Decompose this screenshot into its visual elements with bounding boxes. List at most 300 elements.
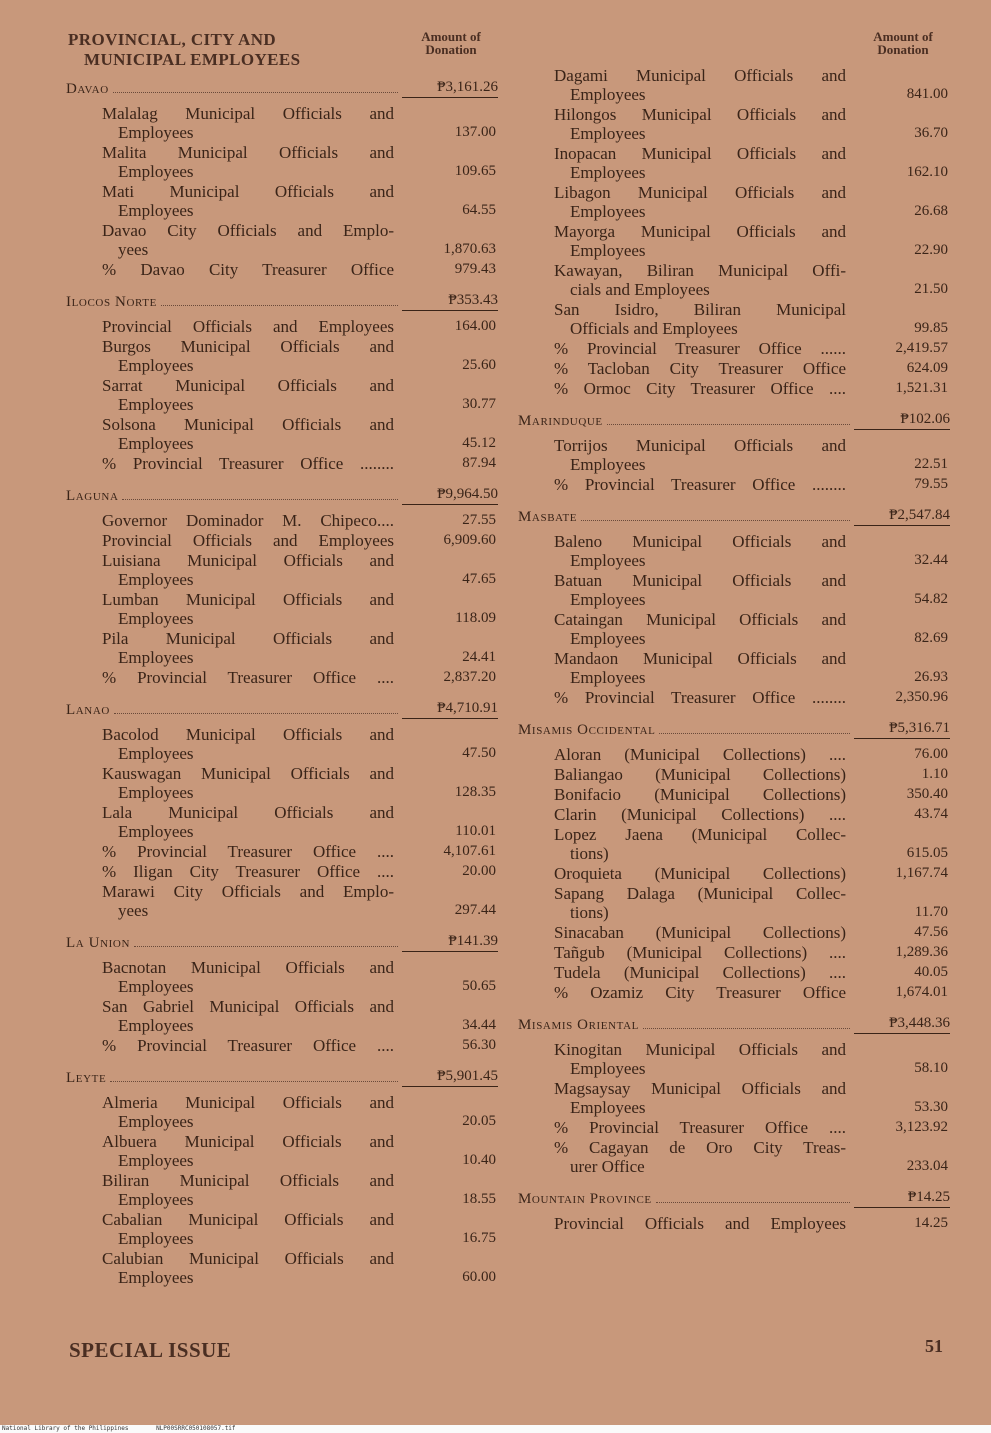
province-name: La Union [66,935,130,951]
entry-amount: 79.55 [914,476,948,492]
donation-entry [66,1210,498,1248]
entry-amount: 1,167.74 [895,865,948,881]
province-section [518,1012,950,1176]
entry-label [554,1079,846,1117]
entry-label-line1: Provincial Officials and Employees [554,1214,846,1233]
entry-label-line2: Employees [118,648,194,667]
donation-entry [66,725,498,763]
entry-amount: 6,909.60 [443,532,496,548]
entry-label-line2: Employees [118,822,194,841]
entry-amount: 1,521.31 [895,380,948,396]
entry-label-line1: San Gabriel Municipal Officials and [102,997,394,1016]
entry-label [554,475,846,494]
entry-amount: 26.93 [914,669,948,685]
donation-entry [66,337,498,375]
dot-leader [607,424,850,425]
entry-amount: 16.75 [462,1230,496,1246]
entry-label-line1: Aloran (Municipal Collections) .... [554,745,846,764]
donation-entry [518,261,950,299]
donation-entry [66,1132,498,1170]
entry-label-line1: % Provincial Treasurer Office .... [102,1036,394,1055]
entry-amount: 76.00 [914,746,948,762]
donation-entry [518,963,950,982]
donation-entry [518,436,950,474]
donation-entry [518,864,950,883]
left-sections [66,76,498,1287]
entry-label [554,261,846,299]
entry-label-line2: Employees [570,455,646,474]
entry-label [554,805,846,824]
entry-label [102,551,394,589]
entry-amount: 1.10 [921,766,948,782]
entry-label-line1: Davao City Officials and Emplo- [102,221,394,240]
entry-label-line2: Employees [570,1098,646,1117]
scan-strip [0,1425,991,1433]
entry-label-line1: % Ormoc City Treasurer Office .... [554,379,846,398]
entry-label-line2: Employees [570,163,646,182]
dot-leader [659,733,850,734]
donation-entry [66,260,498,279]
entry-amount: 615.05 [906,845,948,861]
entry-label-line1: Lala Municipal Officials and [102,803,394,822]
donation-entry [518,785,950,804]
entry-label-line1: Baleno Municipal Officials and [554,532,846,551]
entry-label-line2: tions) [570,844,609,863]
province-header [518,1186,950,1208]
donation-entry [66,997,498,1035]
entry-label-line1: Tañgub (Municipal Collections) .... [554,943,846,962]
entry-label-line2: cials and Employees [570,280,710,299]
dot-leader [643,1028,850,1029]
entry-label [554,943,846,962]
entry-label [554,884,846,922]
entry-label-line1: Dagami Municipal Officials and [554,66,846,85]
province-total: ₱3,161.26 [402,79,498,98]
donation-entry [66,1036,498,1055]
province-section [66,483,498,687]
donation-entry [518,300,950,338]
province-name: Mountain Province [518,1191,652,1207]
donation-entry [518,339,950,358]
province-section [66,76,498,279]
entry-label-line1: Calubian Municipal Officials and [102,1249,394,1268]
entry-label [102,764,394,802]
entry-label-line2: Employees [118,1229,194,1248]
donation-entry [66,668,498,687]
entry-label-line1: Cabalian Municipal Officials and [102,1210,394,1229]
donation-entry [518,1138,950,1176]
donation-entry [518,475,950,494]
entry-label-line1: Mandaon Municipal Officials and [554,649,846,668]
entry-label [554,66,846,104]
entry-label-line1: % Iligan City Treasurer Office .... [102,862,394,881]
right-column-header [518,28,950,66]
province-header [66,483,498,505]
entry-label-line1: Biliran Municipal Officials and [102,1171,394,1190]
entry-label [102,997,394,1035]
entry-label-line1: Mati Municipal Officials and [102,182,394,201]
entry-label [102,1093,394,1131]
left-column [66,28,498,1288]
donation-entry [518,688,950,707]
entry-amount: 110.01 [455,823,496,839]
province-total: ₱5,901.45 [402,1068,498,1087]
province-header [518,408,950,430]
province-total: ₱5,316.71 [854,720,950,739]
entry-label-line2: Employees [570,629,646,648]
entry-label-line2: Employees [118,356,194,375]
entry-label [102,454,394,473]
entry-amount: 22.51 [914,456,948,472]
entry-label-line1: Burgos Municipal Officials and [102,337,394,356]
entry-amount: 20.00 [462,863,496,879]
page-title [68,30,368,70]
province-header [66,697,498,719]
entry-label [554,571,846,609]
entry-label-line1: Baliangao (Municipal Collections) [554,765,846,784]
entry-label-line2: Employees [118,609,194,628]
province-section [518,717,950,1002]
entry-label [554,1118,846,1137]
donation-entry [66,317,498,336]
entry-label [102,1171,394,1209]
entry-label [554,923,846,942]
entry-label-line1: San Isidro, Biliran Municipal [554,300,846,319]
entry-label-line1: Kauswagan Municipal Officials and [102,764,394,783]
province-name: Ilocos Norte [66,294,157,310]
entry-label-line1: Bacnotan Municipal Officials and [102,958,394,977]
entry-label [102,376,394,414]
entry-amount: 30.77 [462,396,496,412]
donation-entry [518,144,950,182]
donation-entry [66,511,498,530]
entry-label-line1: % Provincial Treasurer Office ...... [554,339,846,358]
entry-label-line1: Tudela (Municipal Collections) .... [554,963,846,982]
entry-label-line2: tions) [570,903,609,922]
province-section [66,930,498,1055]
donation-entry [518,222,950,260]
entry-label-line1: Lopez Jaena (Municipal Collec- [554,825,846,844]
donation-entry [518,1079,950,1117]
donation-entry [66,376,498,414]
province-total: ₱9,964.50 [402,486,498,505]
entry-label-line2: Employees [570,124,646,143]
entry-label-line2: Employees [118,1112,194,1131]
entry-amount: 20.05 [462,1113,496,1129]
entry-label-line2: Employees [570,241,646,260]
scan-library: National Library of the Philippines [2,1425,129,1432]
province-name: Misamis Oriental [518,1017,639,1033]
entry-label-line1: Almeria Municipal Officials and [102,1093,394,1112]
entry-label-line2: Employees [570,590,646,609]
province-header [66,1065,498,1087]
entry-label-line1: Sapang Dalaga (Municipal Collec- [554,884,846,903]
right-sections [518,408,950,1233]
entry-label [102,260,394,279]
entry-label-line1: Provincial Officials and Employees [102,317,394,336]
donation-entry [66,590,498,628]
entry-label-line1: Cataingan Municipal Officials and [554,610,846,629]
entry-amount: 24.41 [462,649,496,665]
province-total: ₱2,547.84 [854,507,950,526]
donation-entry [66,1249,498,1287]
entry-label-line2: Employees [570,551,646,570]
entry-label-line1: Bacolod Municipal Officials and [102,725,394,744]
entry-label [554,222,846,260]
entry-label-line1: Lumban Municipal Officials and [102,590,394,609]
entry-label-line2: Employees [118,123,194,142]
entry-label-line2: Employees [570,668,646,687]
entry-label [102,629,394,667]
province-header [518,717,950,739]
entry-amount: 26.68 [914,203,948,219]
donation-entry [66,551,498,589]
province-section [518,504,950,707]
entry-label-line1: Batuan Municipal Officials and [554,571,846,590]
entry-amount: 53.30 [914,1099,948,1115]
entry-label [102,803,394,841]
entry-label-line2: Employees [118,783,194,802]
entry-amount: 47.50 [462,745,496,761]
entry-label-line1: Libagon Municipal Officials and [554,183,846,202]
entry-amount: 64.55 [462,202,496,218]
entry-label-line1: % Provincial Treasurer Office ........ [554,688,846,707]
entry-label-line1: Sarrat Municipal Officials and [102,376,394,395]
entry-label [554,1138,846,1176]
entry-label-line2: Employees [570,1059,646,1078]
entry-label [554,532,846,570]
entry-amount: 4,107.61 [443,843,496,859]
entry-amount: 164.00 [454,318,496,334]
province-section [66,697,498,920]
province-name: Marinduque [518,413,603,429]
entry-label-line1: % Provincial Treasurer Office .... [102,842,394,861]
entry-amount: 2,350.96 [895,689,948,705]
entry-label-line2: Employees [118,395,194,414]
page-number: 51 [925,1336,943,1356]
entry-label [102,221,394,259]
province-name: Davao [66,81,109,97]
entry-label [554,379,846,398]
donation-entry [518,379,950,398]
entry-amount: 128.35 [454,784,496,800]
entry-label-line1: Kinogitan Municipal Officials and [554,1040,846,1059]
entry-amount: 297.44 [454,902,496,918]
entry-amount: 14.25 [914,1215,948,1231]
entry-label [102,511,394,530]
province-name: Masbate [518,509,578,525]
entry-amount: 45.12 [462,435,496,451]
entry-label [102,531,394,550]
amount-header-right: Amount of Donation [873,29,933,57]
entry-label-line2: Employees [118,1151,194,1170]
entry-amount: 50.65 [462,978,496,994]
entry-label-line1: Hilongos Municipal Officials and [554,105,846,124]
entry-label-line2: Employees [118,201,194,220]
province-entries [66,958,498,1055]
donation-entry [66,882,498,920]
entry-label [554,183,846,221]
donation-entry [518,765,950,784]
entry-label [102,415,394,453]
entry-label [102,1249,394,1287]
left-column-header [66,28,498,76]
entry-amount: 3,123.92 [895,1119,948,1135]
entry-label-line2: yees [118,901,149,920]
dot-leader [581,520,850,521]
dot-leader [110,1081,398,1082]
entry-label-line1: Inopacan Municipal Officials and [554,144,846,163]
entry-label-line2: Employees [118,977,194,996]
province-header [66,930,498,952]
entry-label-line1: Malalag Municipal Officials and [102,104,394,123]
entry-label-line1: % Provincial Treasurer Office .... [554,1118,846,1137]
donation-entry [518,183,950,221]
province-total: ₱353.43 [402,292,498,311]
entry-amount: 60.00 [462,1269,496,1285]
province-name: Misamis Occidental [518,722,656,738]
province-entries [66,317,498,473]
entry-label-line2: Employees [118,744,194,763]
issue-label: SPECIAL ISSUE [69,1338,232,1362]
entry-amount: 56.30 [462,1037,496,1053]
donation-entry [66,842,498,861]
entry-amount: 11.70 [914,904,948,920]
donation-entry [66,1093,498,1131]
province-entries [518,1214,950,1233]
dot-leader [114,713,398,714]
entry-label-line1: Oroquieta (Municipal Collections) [554,864,846,883]
province-entries [518,1040,950,1176]
province-name: Leyte [66,1070,107,1086]
donation-entry [518,1040,950,1078]
entry-amount: 1,674.01 [895,984,948,1000]
entry-label-line1: Luisiana Municipal Officials and [102,551,394,570]
entry-label-line2: Employees [570,85,646,104]
donation-entry [518,359,950,378]
entry-label-line1: Albuera Municipal Officials and [102,1132,394,1151]
entry-amount: 624.09 [906,360,948,376]
donation-entry [66,958,498,996]
entry-label [554,649,846,687]
scan-file: NLP00SRRC050108057.tif [156,1425,236,1432]
donation-entry [66,764,498,802]
dot-leader [161,305,398,306]
entry-amount: 47.56 [914,924,948,940]
entry-label-line1: Kawayan, Biliran Municipal Offi- [554,261,846,280]
province-entries [518,532,950,707]
entry-label [554,105,846,143]
province-header [66,289,498,311]
entry-label [554,765,846,784]
entry-label [102,317,394,336]
donation-entry [66,104,498,142]
entry-amount: 1,289.36 [895,944,948,960]
entry-amount: 137.00 [454,124,496,140]
entry-label-line2: urer Office [570,1157,645,1176]
donation-entry [518,571,950,609]
entry-label [554,963,846,982]
donation-entry [518,66,950,104]
entry-label-line1: Solsona Municipal Officials and [102,415,394,434]
donation-entry [66,629,498,667]
entry-amount: 47.65 [462,571,496,587]
entry-amount: 22.90 [914,242,948,258]
donation-entry [66,454,498,473]
entry-label [554,144,846,182]
entry-label [102,337,394,375]
entry-amount: 87.94 [462,455,496,471]
entry-label-line1: Mayorga Municipal Officials and [554,222,846,241]
entry-label-line1: % Provincial Treasurer Office .... [102,668,394,687]
entry-label [102,1132,394,1170]
entry-label-line1: % Provincial Treasurer Office ........ [102,454,394,473]
entry-amount: 82.69 [914,630,948,646]
entry-amount: 27.55 [462,512,496,528]
donation-entry [518,745,950,764]
province-header [66,76,498,98]
entry-label [102,182,394,220]
entry-label [554,359,846,378]
entry-amount: 32.44 [914,552,948,568]
donation-entry [66,182,498,220]
entry-label-line2: Employees [118,570,194,589]
entry-label-line1: Malita Municipal Officials and [102,143,394,162]
province-name: Lanao [66,702,110,718]
entry-amount: 2,837.20 [443,669,496,685]
province-total: ₱141.39 [402,933,498,952]
entry-amount: 34.44 [462,1017,496,1033]
entry-label [554,785,846,804]
province-entries [66,1093,498,1287]
entry-label [102,862,394,881]
entry-label-line2: Employees [118,434,194,453]
entry-amount: 21.50 [914,281,948,297]
province-name: Laguna [66,488,119,504]
entry-label [554,745,846,764]
entry-label-line1: Marawi City Officials and Emplo- [102,882,394,901]
amount-header-left: Amount of Donation [421,29,481,57]
donation-entry [66,803,498,841]
entry-label-line2: Employees [118,1268,194,1287]
donation-entry [518,1118,950,1137]
leyte-continuation [518,66,950,398]
entry-label [554,983,846,1002]
entry-amount: 58.10 [914,1060,948,1076]
entry-label [554,300,846,338]
entry-label [102,590,394,628]
donation-entry [518,983,950,1002]
province-total: ₱3,448.36 [854,1015,950,1034]
dot-leader [656,1202,850,1203]
donation-entry [518,923,950,942]
entry-amount: 109.65 [454,163,496,179]
entry-amount: 99.85 [914,320,948,336]
donation-entry [518,649,950,687]
dot-leader [134,946,398,947]
entry-label [102,842,394,861]
province-section [66,289,498,473]
entry-amount: 40.05 [914,964,948,980]
entry-label [102,1210,394,1248]
entry-label-line2: Officials and Employees [570,319,738,338]
entry-amount: 233.04 [906,1158,948,1174]
province-section [518,408,950,494]
donation-entry [518,805,950,824]
entry-amount: 979.43 [454,261,496,277]
donation-entry [518,1214,950,1233]
entry-label [102,143,394,181]
